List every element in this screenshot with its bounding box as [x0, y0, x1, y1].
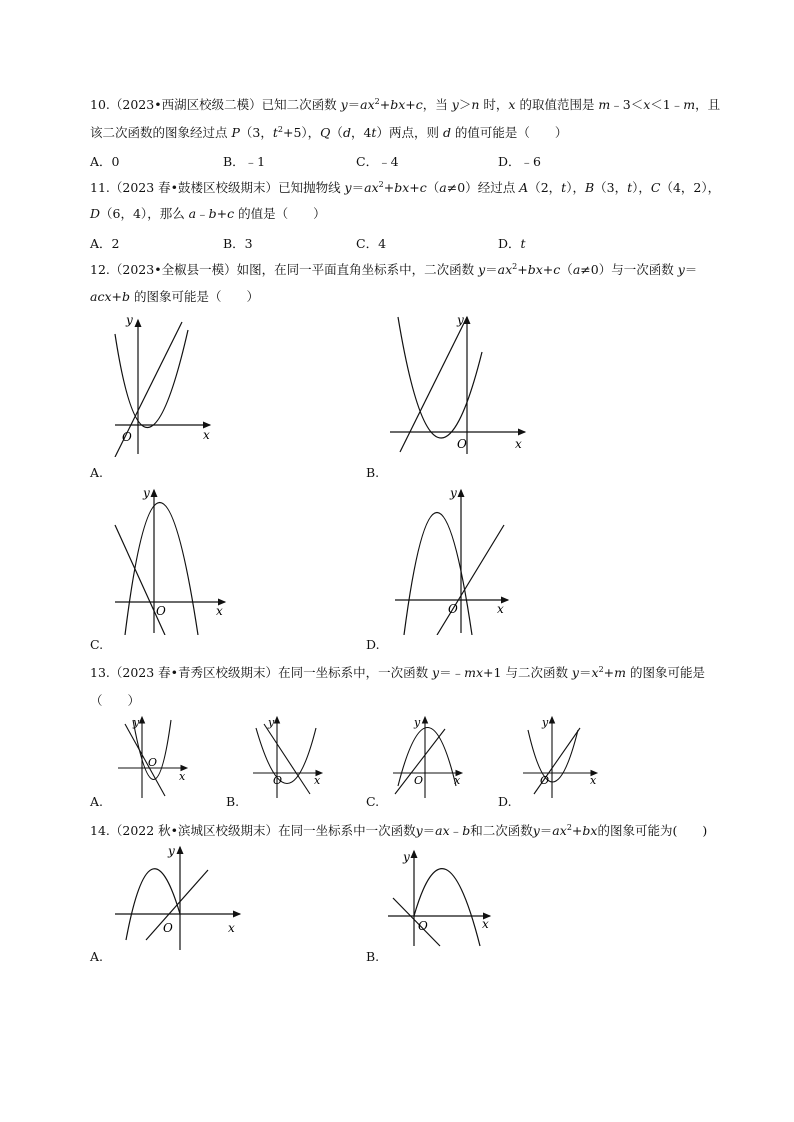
q13-option-a[interactable]: A.	[90, 794, 104, 809]
y-axis-label: y	[143, 486, 150, 500]
q10-option-b[interactable]: B．﹣1	[223, 154, 266, 169]
q14-source: （2022 秋•滨城区校级期末）	[109, 823, 279, 838]
straight-line	[146, 870, 208, 940]
origin-label: O	[540, 774, 550, 787]
x-axis-label: x	[497, 602, 504, 616]
q11-options	[90, 234, 730, 252]
x-axis-label: x	[216, 604, 223, 618]
q13-line2: （ ）	[90, 693, 141, 708]
y-axis-label: y	[168, 844, 175, 858]
q13-line1: 13.（2023 春•青秀区校级期末）在同一坐标系中，一次函数 y＝﹣mx+1 与二次函数 $y=x^2+m$ 的图象可能是	[90, 665, 705, 680]
x-axis-label: x	[515, 437, 522, 451]
q13-option-d[interactable]: D.	[498, 794, 512, 809]
q14-graph-b[interactable]	[385, 848, 495, 948]
q13-graph-b[interactable]	[250, 714, 325, 799]
q14-option-a[interactable]: A.	[90, 949, 104, 964]
q14-option-b[interactable]: B.	[366, 949, 380, 964]
q13-graph-a[interactable]	[115, 714, 190, 799]
q13-number: 13.	[90, 665, 110, 680]
q11-source: （2023 春•鼓楼区校级期末）	[109, 180, 279, 195]
q12-graph-b[interactable]	[385, 312, 530, 457]
origin-label: O	[122, 430, 132, 444]
y-axis-label: y	[133, 716, 140, 729]
x-axis-label: x	[482, 917, 489, 931]
y-axis-label: y	[403, 850, 410, 864]
q12-option-c[interactable]: C.	[90, 637, 104, 652]
origin-label: O	[148, 756, 158, 769]
q14-line1: 14.（2022 秋•滨城区校级期末）在同一坐标系中一次函数y＝ax﹣b和二次函数$y=ax^2+bx$的图象可能为( )	[90, 823, 708, 838]
q12-graph-a[interactable]	[110, 312, 220, 457]
x-axis-label: x	[590, 774, 597, 787]
q10-option-d[interactable]: D．﹣6	[498, 154, 541, 169]
q12-source: （2023•全椒县一模）	[109, 262, 237, 277]
q11-option-d[interactable]: D．t	[498, 236, 526, 251]
q11-option-a[interactable]: A．2	[90, 236, 120, 251]
parabola	[414, 869, 480, 946]
q10-line1: 10.（2023•西湖区校级二模）已知二次函数 $y=ax^2+bx+c$，当 y＞n 时，x 的取值范围是 m﹣3＜x＜1﹣m，且	[90, 97, 721, 112]
q10-option-c[interactable]: C．﹣4	[356, 154, 399, 169]
parabola	[404, 513, 472, 636]
q12-line2: acx+b 的图象可能是（ ）	[90, 289, 259, 304]
origin-label: O	[156, 604, 166, 618]
y-axis-label: y	[457, 313, 464, 327]
y-axis-label: y	[126, 313, 133, 327]
parabola	[528, 730, 578, 782]
q11-option-b[interactable]: B．3	[223, 236, 253, 251]
y-axis-label: y	[414, 716, 421, 729]
y-axis-label: y	[450, 486, 457, 500]
straight-line	[125, 724, 165, 796]
q12-line1: 12.（2023•全椒县一模）如图，在同一平面直角坐标系中，二次函数 $y=ax^2+bx+c(a\ne 0)$与一次函数 y＝	[90, 262, 698, 277]
origin-label: O	[448, 602, 458, 616]
q11-line1: 11.（2023 春•鼓楼区校级期末）已知抛物线 $y=ax^2+bx+c(a\ne 0)$经过点 A（2，t），B（3，t），C（4，2），	[90, 180, 721, 195]
origin-label: O	[163, 921, 173, 935]
q12-graph-d[interactable]	[390, 485, 515, 635]
origin-label: O	[457, 437, 467, 451]
q10-line2: 该二次函数的图象经过点 P（3，$t^2+5$），Q（d，4t）两点，则 d 的值可能是（ ）	[90, 125, 568, 140]
q12-option-b[interactable]: B.	[366, 465, 380, 480]
q10-option-a[interactable]: A．0	[90, 154, 120, 169]
q11-line2: D（6，4），那么 a﹣b+c 的值是（ ）	[90, 206, 326, 221]
parabola	[398, 728, 456, 787]
y-axis-label: y	[542, 716, 549, 729]
y-axis-label: y	[268, 716, 275, 729]
origin-label: O	[418, 919, 428, 933]
q14-graph-a[interactable]	[110, 842, 245, 952]
q11-number: 11.	[90, 180, 110, 195]
q13-option-c[interactable]: C.	[366, 794, 380, 809]
q10-number: 10.	[90, 97, 110, 112]
straight-line	[393, 898, 440, 946]
q13-option-b[interactable]: B.	[226, 794, 240, 809]
x-axis-label: x	[228, 921, 235, 935]
q13-source: （2023 春•青秀区校级期末）	[109, 665, 279, 680]
q12-number: 12.	[90, 262, 110, 277]
x-axis-label: x	[203, 428, 210, 442]
q13-graph-c[interactable]	[390, 714, 465, 799]
origin-label: O	[273, 774, 283, 787]
q11-option-c[interactable]: C．4	[356, 236, 387, 251]
q12-graph-c[interactable]	[110, 485, 230, 635]
x-axis-label: x	[454, 774, 461, 787]
parabola	[115, 330, 188, 428]
straight-line	[437, 525, 504, 635]
parabola	[398, 317, 482, 438]
q12-option-a[interactable]: A.	[90, 465, 104, 480]
q14-number: 14.	[90, 823, 110, 838]
parabola	[256, 728, 316, 784]
origin-label: O	[414, 774, 424, 787]
x-axis-label: x	[314, 774, 321, 787]
q10-source: （2023•西湖区校级二模）	[109, 97, 262, 112]
q12-option-d[interactable]: D.	[366, 637, 380, 652]
q13-graph-d[interactable]	[520, 714, 600, 799]
q10-options	[90, 152, 730, 170]
x-axis-label: x	[179, 770, 186, 783]
